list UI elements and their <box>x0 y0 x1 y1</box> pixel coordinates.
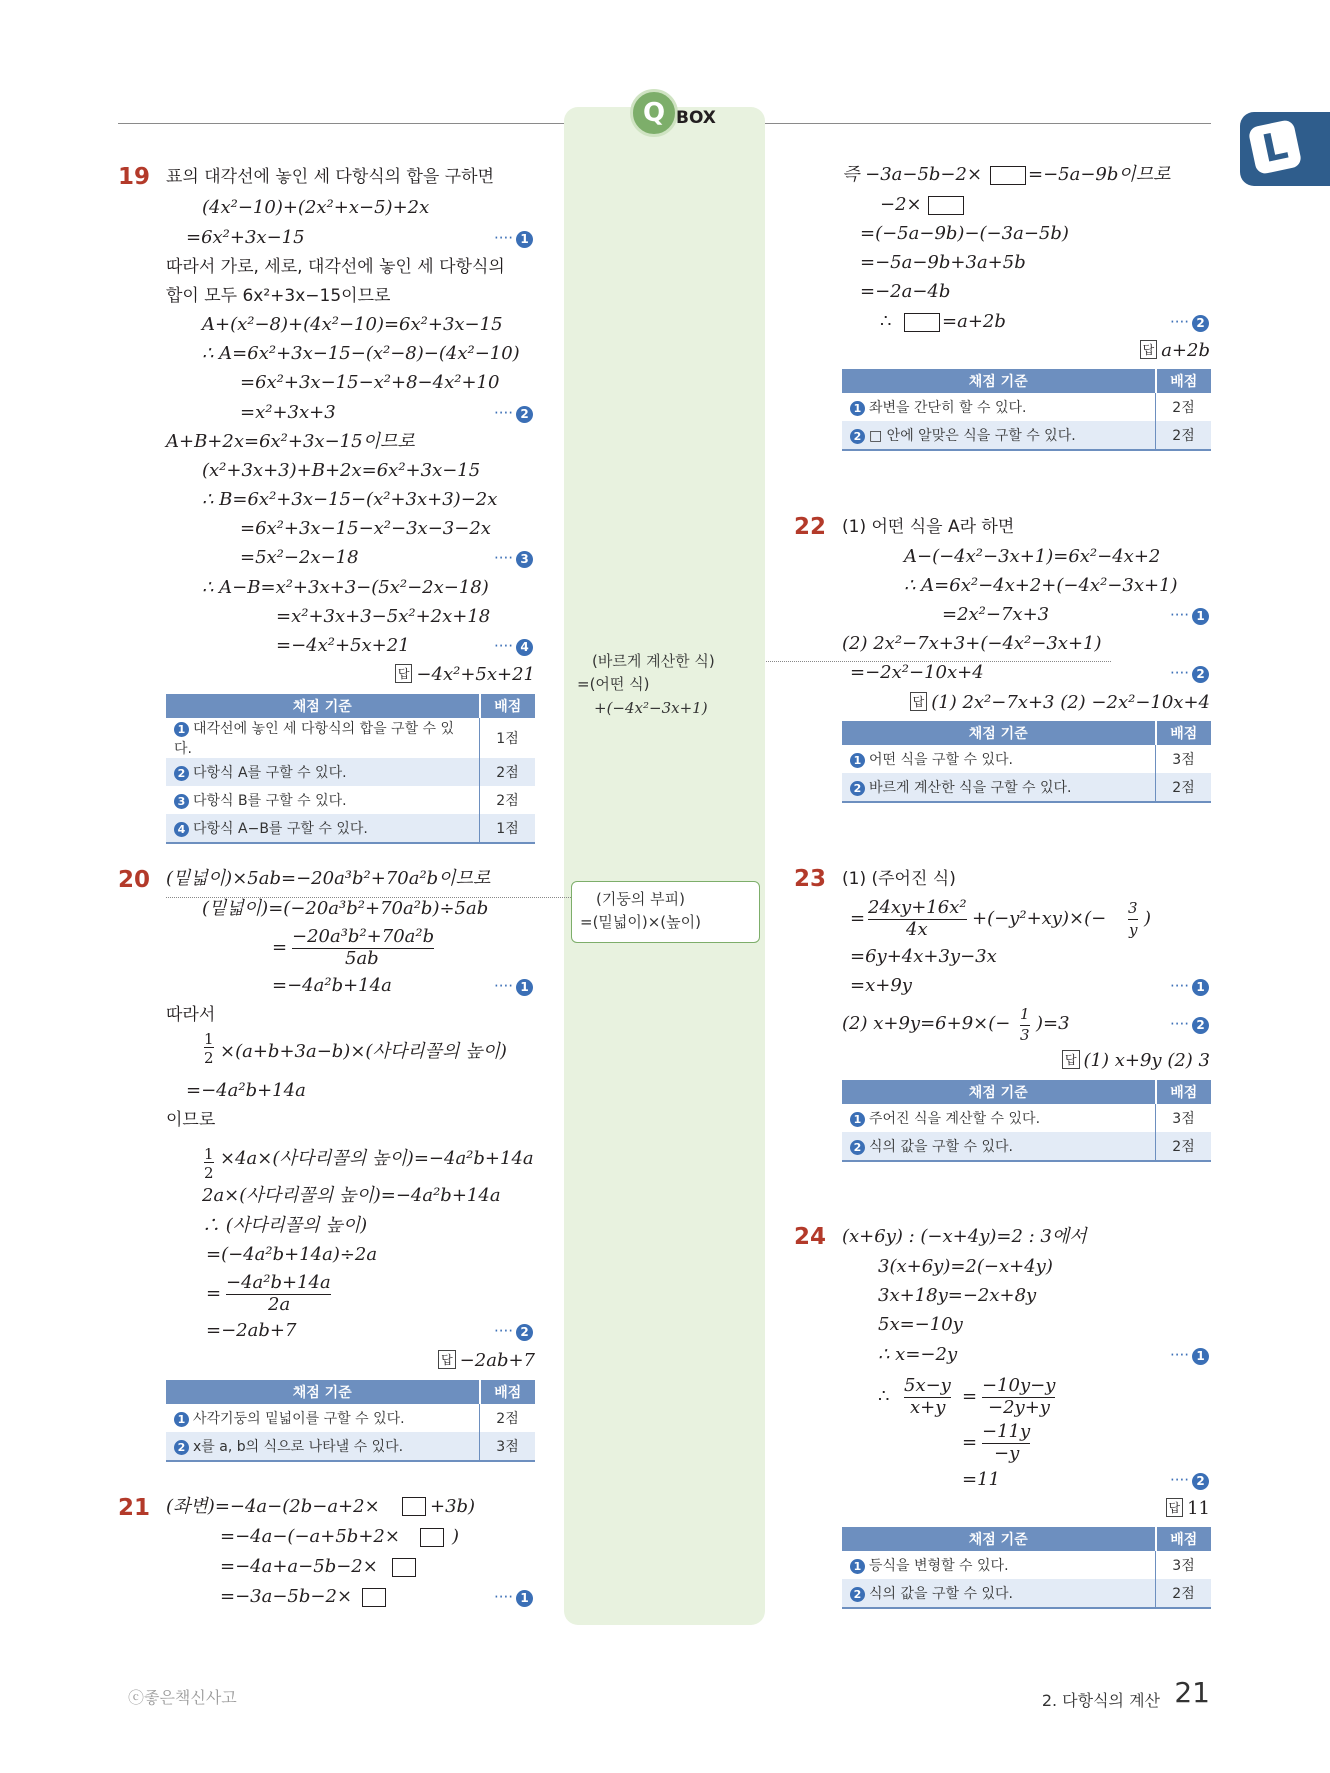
p19-line: A+(x²−8)+(4x²−10)=6x²+3x−15 <box>202 314 503 335</box>
p19-line: 따라서 가로, 세로, 대각선에 놓인 세 다항식의 <box>166 257 505 277</box>
p21-line: ) <box>452 1526 460 1547</box>
fraction-denominator: 4x <box>906 919 928 940</box>
criteria-item: 3 다항식 B를 구할 수 있다. <box>166 786 480 814</box>
p21-line: =−5a−9b이므로 <box>1028 164 1171 185</box>
p24-eq: = <box>962 1386 978 1407</box>
half-den: 2 <box>204 1164 214 1182</box>
step-mark: ···· 3 <box>494 549 533 568</box>
blank-box <box>928 196 964 215</box>
p22-line: =2x²−7x+3 <box>942 604 1050 625</box>
criteria-points: 1점 <box>480 718 535 758</box>
page-number: 21 <box>1174 1676 1210 1709</box>
p24-line: (x+6y) : (−x+4y)=2 : 3에서 <box>842 1226 1087 1247</box>
blank-box <box>362 1588 386 1607</box>
p19-line: =x²+3x+3−5x²+2x+18 <box>276 606 491 627</box>
criteria-item: 2 식의 값을 구할 수 있다. <box>842 1132 1156 1161</box>
fraction-denominator: −y <box>994 1443 1020 1464</box>
p23-line: =x+9y <box>850 975 912 996</box>
criteria-item: 2 □ 안에 알맞은 식을 구할 수 있다. <box>842 421 1156 450</box>
fraction-numerator: −10y−y <box>982 1375 1056 1396</box>
p21-line: =−3a−5b−2× <box>220 1586 353 1607</box>
p20-line: =(−4a²b+14a)÷2a <box>206 1244 378 1265</box>
p19-line: A+B+2x=6x²+3x−15이므로 <box>166 431 415 452</box>
fraction-numerator: −20a³b²+70a²b <box>292 926 435 947</box>
p23-line: (1) (주어진 식) <box>842 869 956 889</box>
p19-line: ∴ B=6x²+3x−15−(x²+3x+3)−2x <box>202 489 498 510</box>
p20-eq: = <box>206 1283 222 1304</box>
problem-number-23: 23 <box>794 866 827 892</box>
blank-box <box>392 1558 416 1577</box>
fraction-numerator: −11y <box>982 1421 1031 1442</box>
answer-24: 답 11 <box>1166 1498 1211 1519</box>
p21-line: =−4a+a−5b−2× <box>220 1556 378 1577</box>
p21-therefore: ∴ <box>880 311 892 332</box>
p20-line: =−4a²b+14a <box>272 975 392 996</box>
p20-line: (밑넓이)×5ab=−20a³b²+70a²b이므로 <box>166 868 491 889</box>
p19-line: =x²+3x+3 <box>240 402 336 423</box>
p20-line: (밑넓이)=(−20a³b²+70a²b)÷5ab <box>202 898 489 919</box>
criteria-table-21: 채점 기준 배점 1 좌변을 간단히 할 수 있다. 2점 2 □ 안에 알맞은 식을 구할 수 있다. 2점 <box>842 369 1211 451</box>
fraction-denominator: x+y <box>910 1397 946 1418</box>
p24-line: 5x=−10y <box>878 1314 963 1335</box>
criteria-item: 2 바르게 계산한 식을 구할 수 있다. <box>842 773 1156 802</box>
qbox-note-line: =(밑넓이)×(높이) <box>580 913 701 931</box>
copyright: ⓒ좋은책신사고 <box>128 1688 237 1707</box>
blank-box <box>420 1528 444 1547</box>
p19-line: (x²+3x+3)+B+2x=6x²+3x−15 <box>202 460 481 481</box>
qbox-note-line: +(−4x²−3x+1) <box>594 699 708 717</box>
step-mark: ···· 1 <box>494 977 533 996</box>
p20-line: 2a×(사다리꼴의 높이)=−4a²b+14a <box>202 1185 501 1206</box>
p20-eq: = <box>272 937 288 958</box>
fraction-numerator: −4a²b+14a <box>226 1272 331 1293</box>
p20-line: 이므로 <box>166 1110 216 1130</box>
criteria-table-24: 채점 기준 배점 1 등식을 변형할 수 있다. 3점 2 식의 값을 구할 수 있다. 2점 <box>842 1527 1211 1609</box>
step-mark: ···· 2 <box>494 404 533 423</box>
criteria-head: 채점 기준 <box>166 694 480 718</box>
half-num: 1 <box>204 1145 214 1163</box>
p20-line: =−4a²b+14a <box>186 1080 306 1101</box>
problem-number-19: 19 <box>118 164 151 190</box>
fraction-numerator: 24xy+16x² <box>868 897 967 918</box>
fraction-numerator: 5x−y <box>904 1375 951 1396</box>
answer-text: −4x²+5x+21 <box>416 664 535 685</box>
criteria-item: 1 등식을 변형할 수 있다. <box>842 1551 1156 1579</box>
p21-line: =−5a−9b+3a+5b <box>860 252 1026 273</box>
blank-box <box>990 166 1026 185</box>
p19-line: =5x²−2x−18 <box>240 547 359 568</box>
fraction-denominator: y <box>1129 921 1138 939</box>
p21-line: 즉 −3a−5b−2× <box>842 164 983 185</box>
fraction-denominator: 3 <box>1020 1026 1030 1044</box>
p21-line: =−4a−(−a+5b+2× <box>220 1526 400 1547</box>
p24-line: 3x+18y=−2x+8y <box>878 1285 1037 1306</box>
step-mark: ···· 1 <box>494 1588 533 1607</box>
qbox-note-line: (기둥의 부피) <box>596 890 685 908</box>
p24-line: ∴ x=−2y <box>878 1344 958 1365</box>
qbox-column <box>564 107 765 1625</box>
criteria-item: 1 대각선에 놓인 세 다항식의 합을 구할 수 있다. <box>174 721 455 757</box>
step-mark: ···· 2 <box>1170 313 1209 332</box>
step-mark: ···· 2 <box>1170 664 1209 683</box>
p21-line: −2× <box>880 194 922 215</box>
qbox-badge: Q <box>630 89 678 137</box>
p23-line: (2) x+9y=6+9×(− <box>842 1013 1011 1034</box>
p22-line: ∴ A=6x²−4x+2+(−4x²−3x+1) <box>904 575 1178 596</box>
p23-eq: = <box>850 908 866 929</box>
step-mark: ···· 1 <box>1170 977 1209 996</box>
answer-20: 답 −2ab+7 <box>438 1350 535 1371</box>
points-head: 배점 <box>480 694 535 718</box>
step-mark: ···· 1 <box>494 229 533 248</box>
chapter-tab <box>1240 112 1330 186</box>
p20-line: ×4a×(사다리꼴의 높이)=−4a²b+14a <box>220 1148 534 1169</box>
criteria-item: 1 어떤 식을 구할 수 있다. <box>842 745 1156 773</box>
criteria-points: 2점 <box>480 758 535 786</box>
p21-line: +3b) <box>430 1496 476 1517</box>
p19-line: ∴ A−B=x²+3x+3−(5x²−2x−18) <box>202 577 489 598</box>
p19-line: =6x²+3x−15−x²−3x−3−2x <box>240 518 491 539</box>
p22-line: (2) 2x²−7x+3+(−4x²−3x+1) <box>842 633 1102 654</box>
criteria-table-19 <box>166 694 535 844</box>
criteria-points: 2점 <box>480 786 535 814</box>
problem-number-21: 21 <box>118 1495 151 1521</box>
half-num: 1 <box>204 1030 214 1048</box>
problem-number-22: 22 <box>794 514 827 540</box>
fraction-denominator: 5ab <box>345 948 379 969</box>
p23-line: )=3 <box>1036 1013 1070 1034</box>
p22-line: (1) 어떤 식을 A라 하면 <box>842 517 1015 537</box>
p21-line: =a+2b <box>942 311 1006 332</box>
problem-number-24: 24 <box>794 1224 827 1250</box>
tab-letter: L <box>1248 119 1303 176</box>
p19-line: ∴ A=6x²+3x−15−(x²−8)−(4x²−10) <box>202 343 520 364</box>
criteria-item: 2 x를 a, b의 식으로 나타낼 수 있다. <box>166 1432 480 1461</box>
criteria-table-22: 채점 기준 배점 1 어떤 식을 구할 수 있다. 3점 2 바르게 계산한 식을 구할 수 있다. 2점 <box>842 721 1211 803</box>
fraction-numerator: 1 <box>1020 1003 1030 1026</box>
p24-line: =11 <box>962 1469 1000 1490</box>
fraction-numerator: 3 <box>1128 897 1138 920</box>
blank-box <box>402 1497 426 1516</box>
p24-therefore: ∴ <box>878 1386 890 1407</box>
p21-line: =−2a−4b <box>860 281 951 302</box>
half-den: 2 <box>204 1049 214 1067</box>
fraction-denominator: 2a <box>268 1294 291 1315</box>
fraction-denominator: −2y+y <box>988 1397 1050 1418</box>
p19-line: 합이 모두 6x²+3x−15이므로 <box>166 286 391 306</box>
qbox-note-line: (바르게 계산한 식) <box>592 652 715 670</box>
p23-line: =6y+4x+3y−3x <box>850 946 997 967</box>
problem-number-20: 20 <box>118 867 151 893</box>
p24-line: 3(x+6y)=2(−x+4y) <box>878 1256 1053 1277</box>
p24-eq: = <box>962 1432 978 1453</box>
p19-line: =6x²+3x−15−x²+8−4x²+10 <box>240 372 500 393</box>
p20-line: =−2ab+7 <box>206 1320 297 1341</box>
criteria-item: 1 주어진 식을 계산할 수 있다. <box>842 1104 1156 1132</box>
p19-line: =−4x²+5x+21 <box>276 635 410 656</box>
criteria-points: 1점 <box>480 814 535 843</box>
qbox-note-line: =(어떤 식) <box>577 675 650 693</box>
p22-line: =−2x²−10x+4 <box>850 662 984 683</box>
p21-line: (좌변)=−4a−(2b−a+2× <box>166 1496 380 1517</box>
step-mark: ···· 4 <box>494 637 533 656</box>
criteria-item: 2 식의 값을 구할 수 있다. <box>842 1579 1156 1608</box>
p20-line: 따라서 <box>166 1005 216 1025</box>
p20-line: ×(a+b+3a−b)×(사다리꼴의 높이) <box>220 1041 507 1062</box>
p19-line: (4x²−10)+(2x²+x−5)+2x <box>202 197 430 218</box>
step-mark: ···· 2 <box>1170 1015 1209 1034</box>
p23-line: +(−y²+xy)×(− <box>972 908 1107 929</box>
answer-21: 답 a+2b <box>1140 340 1210 361</box>
p22-line: A−(−4x²−3x+1)=6x²−4x+2 <box>904 546 1161 567</box>
blank-box <box>904 313 940 332</box>
qbox-label: BOX <box>676 108 716 128</box>
criteria-table-20: 채점 기준 배점 1 사각기둥의 밑넓이를 구할 수 있다. 2점 2 x를 a, b의 식으로 나타낼 수 있다. 3점 <box>166 1380 535 1462</box>
answer-22: 답 (1) 2x²−7x+3 (2) −2x²−10x+4 <box>910 692 1210 713</box>
chapter-title: 2. 다항식의 계산 <box>1041 1691 1160 1710</box>
p19-line: =6x²+3x−15 <box>186 227 305 248</box>
criteria-item: 1 사각기둥의 밑넓이를 구할 수 있다. <box>166 1404 480 1432</box>
step-mark: ···· 1 <box>1170 1346 1209 1365</box>
p19-line: 표의 대각선에 놓인 세 다항식의 합을 구하면 <box>166 167 495 187</box>
criteria-item: 1 좌변을 간단히 할 수 있다. <box>842 393 1156 421</box>
p20-line: ∴ (사다리꼴의 높이) <box>202 1215 368 1236</box>
criteria-item: 4 다항식 A−B를 구할 수 있다. <box>166 814 480 843</box>
criteria-table-23: 채점 기준 배점 1 주어진 식을 계산할 수 있다. 3점 2 식의 값을 구할 수 있다. 2점 <box>842 1080 1211 1162</box>
criteria-item: 2 다항식 A를 구할 수 있다. <box>166 758 480 786</box>
step-mark: ···· 1 <box>1170 606 1209 625</box>
answer-19 <box>395 664 535 685</box>
p21-line: =(−5a−9b)−(−3a−5b) <box>860 223 1069 244</box>
step-mark: ···· 2 <box>494 1322 533 1341</box>
answer-tag: 답 <box>395 664 413 683</box>
answer-23: 답 (1) x+9y (2) 3 <box>1062 1050 1210 1071</box>
p23-line: ) <box>1144 908 1152 929</box>
step-mark: ···· 2 <box>1170 1471 1209 1490</box>
